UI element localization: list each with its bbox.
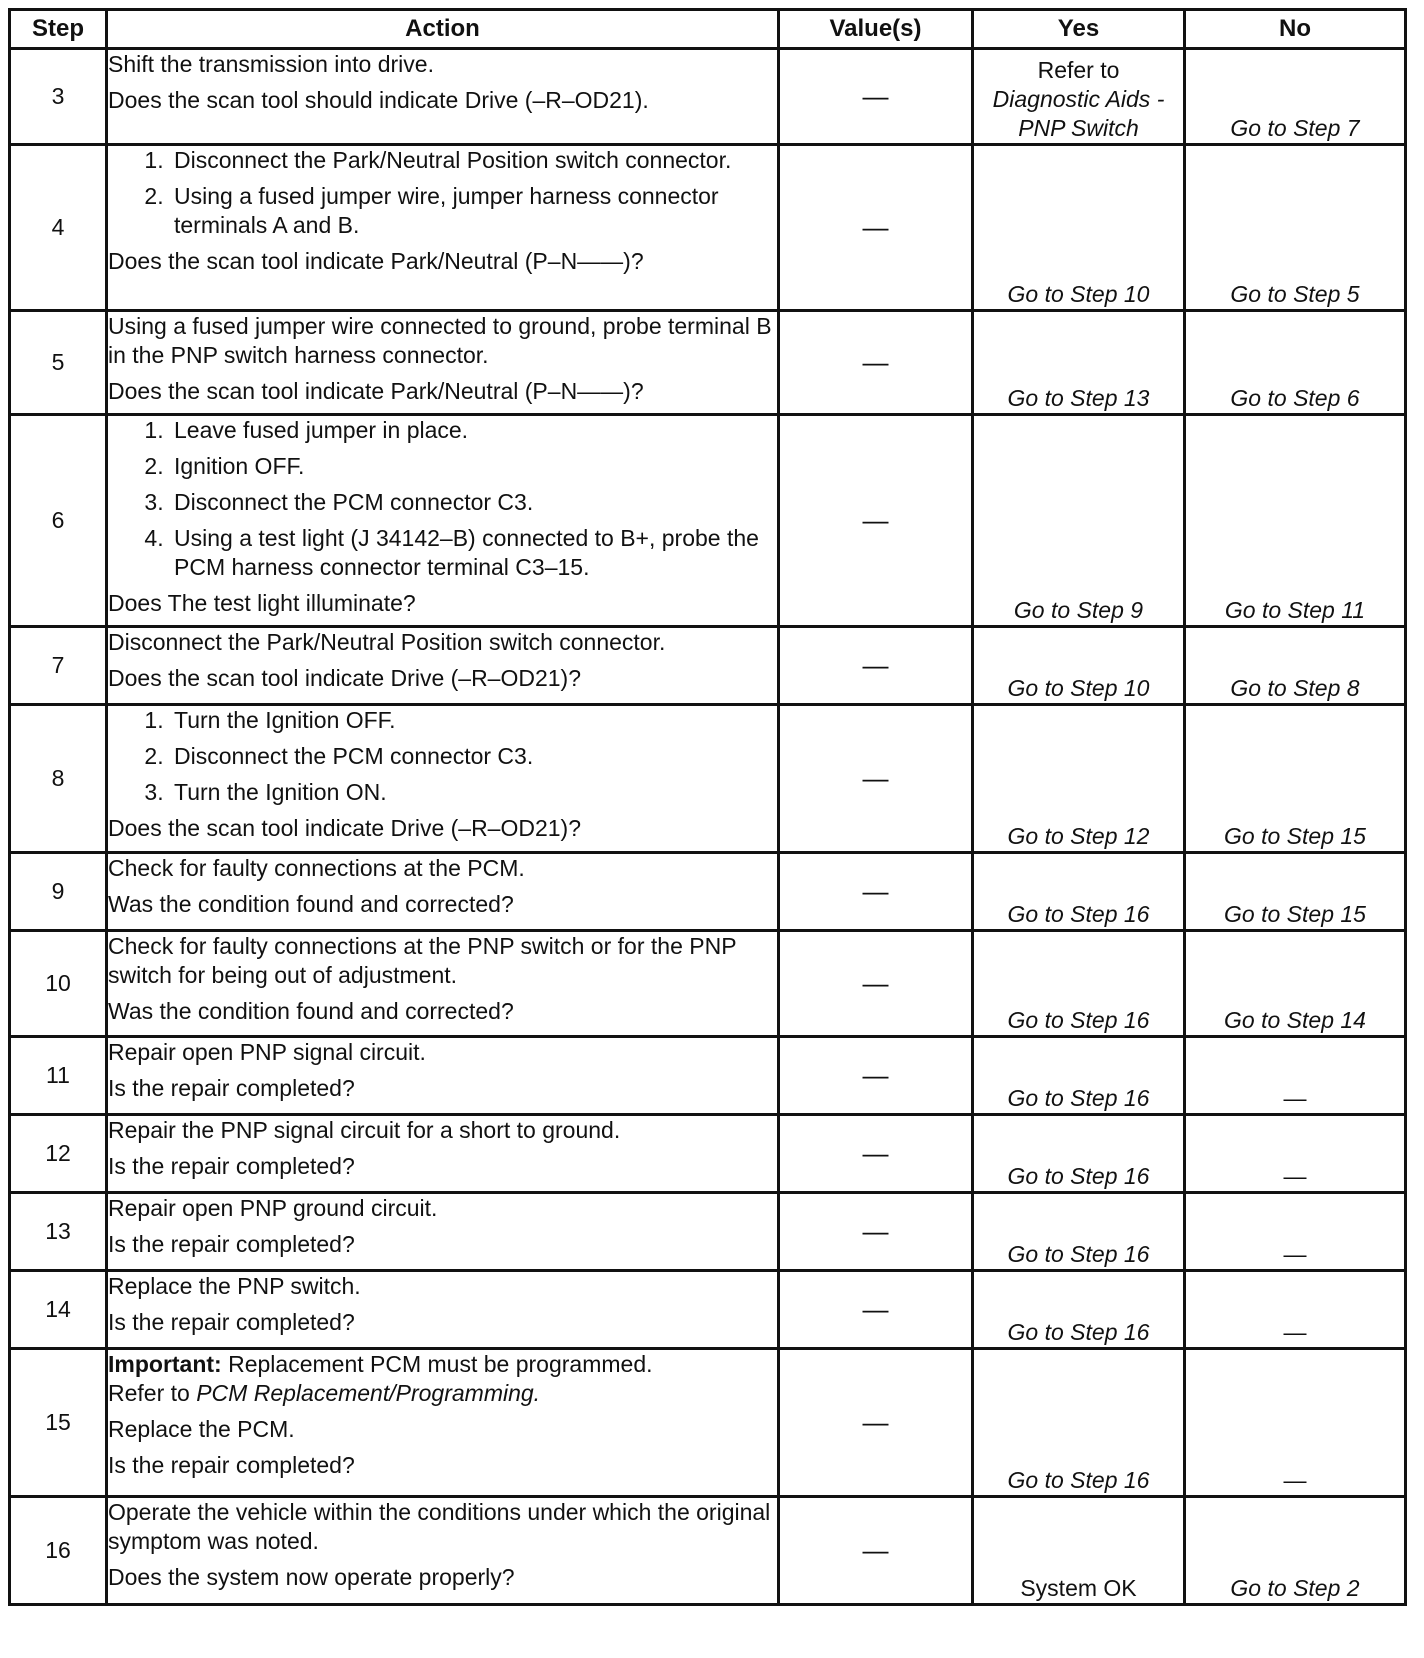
action-question: Does the system now operate properly? [108,1564,515,1590]
action-text: Replace the PCM. [108,1416,295,1442]
step-number: 9 [10,853,107,931]
header-row [10,10,1406,49]
table-row [10,705,1406,853]
no-cell: Go to Step 15 [1185,705,1406,853]
table-row [10,853,1406,931]
action-question: Was the condition found and corrected? [108,891,514,917]
table-row [10,145,1406,311]
no-cell: Go to Step 11 [1185,415,1406,627]
step-number: 11 [10,1037,107,1115]
value-cell: — [779,311,973,415]
action-cell [107,1349,779,1497]
no-cell: — [1185,1115,1406,1193]
no-cell: Go to Step 6 [1185,311,1406,415]
action-question: Is the repair completed? [108,1452,355,1478]
table-row [10,1349,1406,1497]
value-cell: — [779,1349,973,1497]
action-list [108,706,777,807]
header-action: Action [107,10,779,49]
yes-cell: Go to Step 16 [973,931,1185,1037]
header-no: No [1185,10,1406,49]
action-text: Repair open PNP signal circuit. [108,1039,426,1065]
step-number: 14 [10,1271,107,1349]
no-cell: Go to Step 5 [1185,145,1406,311]
step-number: 16 [10,1497,107,1605]
action-text: Check for faulty connections at the PCM. [108,855,525,881]
action-text: Replace the PNP switch. [108,1273,361,1299]
yes-cell: Go to Step 16 [973,853,1185,931]
action-cell [107,311,779,415]
yes-cell: Go to Step 10 [973,627,1185,705]
value-cell: — [779,931,973,1037]
action-question: Is the repair completed? [108,1075,355,1101]
action-cell [107,145,779,311]
value-cell: — [779,1497,973,1605]
value-cell: — [779,1271,973,1349]
yes-cell: Go to Step 12 [973,705,1185,853]
action-list-item: 2. Using a fused jumper wire, jumper harness connector terminals A and B. [170,182,777,240]
action-text: Shift the transmission into drive. [108,51,434,77]
action-cell [107,1037,779,1115]
table-row [10,931,1406,1037]
step-number: 8 [10,705,107,853]
action-cell [107,1193,779,1271]
yes-refer-prefix: Refer to [1037,57,1120,83]
no-cell: Go to Step 7 [1185,49,1406,145]
important-note [108,1350,777,1408]
action-text: Operate the vehicle within the conditions under which the original symptom was noted. [108,1499,771,1554]
action-question: Does the scan tool indicate Park/Neutral (P–N——)? [108,248,644,274]
step-number: 4 [10,145,107,311]
yes-cell: Go to Step 16 [973,1349,1185,1497]
action-cell [107,49,779,145]
action-cell [107,1497,779,1605]
no-cell: Go to Step 14 [1185,931,1406,1037]
action-cell [107,705,779,853]
step-number: 5 [10,311,107,415]
table-row [10,1497,1406,1605]
yes-cell: Go to Step 16 [973,1037,1185,1115]
action-question: Does the scan tool should indicate Drive (–R–OD21). [108,87,649,113]
header-yes: Yes [973,10,1185,49]
action-question: Is the repair completed? [108,1231,355,1257]
no-cell: — [1185,1037,1406,1115]
value-cell: — [779,853,973,931]
step-number: 6 [10,415,107,627]
action-question: Is the repair completed? [108,1309,355,1335]
header-values: Value(s) [779,10,973,49]
value-cell: — [779,627,973,705]
yes-cell: Go to Step 9 [973,415,1185,627]
action-text: Repair open PNP ground circuit. [108,1195,438,1221]
step-number: 13 [10,1193,107,1271]
no-cell: — [1185,1271,1406,1349]
value-cell: — [779,1193,973,1271]
action-list-item: 4. Using a test light (J 34142–B) connected to B+, probe the PCM harness connector terminal C3–15. [170,524,777,582]
value-cell: — [779,415,973,627]
table-row [10,627,1406,705]
action-cell [107,853,779,931]
no-cell: — [1185,1193,1406,1271]
action-list-item: 2. Disconnect the PCM connector C3. [170,742,777,771]
table-row [10,311,1406,415]
action-question: Does The test light illuminate? [108,590,416,616]
action-question: Was the condition found and corrected? [108,998,514,1024]
table-row [10,1271,1406,1349]
action-list-item: 3. Turn the Ignition ON. [170,778,777,807]
action-question: Does the scan tool indicate Park/Neutral (P–N——)? [108,378,644,404]
important-text: Replacement PCM must be programmed. [228,1351,653,1377]
header-step: Step [10,10,107,49]
no-cell: Go to Step 8 [1185,627,1406,705]
step-number: 12 [10,1115,107,1193]
yes-cell: Go to Step 16 [973,1271,1185,1349]
table-row [10,1193,1406,1271]
no-cell: Go to Step 2 [1185,1497,1406,1605]
action-list-item: 1. Turn the Ignition OFF. [170,706,777,735]
value-cell: — [779,49,973,145]
yes-refer-link-line1: Diagnostic Aids - [992,86,1165,112]
yes-cell [973,49,1185,145]
action-cell [107,931,779,1037]
value-cell: — [779,1037,973,1115]
yes-cell: System OK [973,1497,1185,1605]
action-list-item: 1. Disconnect the Park/Neutral Position switch connector. [170,146,777,175]
diagnostic-table [8,8,1407,1606]
action-cell [107,415,779,627]
action-text: Repair the PNP signal circuit for a short to ground. [108,1117,621,1143]
table-row [10,49,1406,145]
action-question: Does the scan tool indicate Drive (–R–OD21)? [108,665,582,691]
no-cell: Go to Step 15 [1185,853,1406,931]
action-text: Check for faulty connections at the PNP switch or for the PNP switch for being out of adjustment. [108,933,737,988]
table-row [10,1115,1406,1193]
action-list [108,416,777,582]
action-question: Does the scan tool indicate Drive (–R–OD21)? [108,815,582,841]
action-list-item: 1. Leave fused jumper in place. [170,416,777,445]
action-cell [107,627,779,705]
action-cell [107,1271,779,1349]
action-text: Using a fused jumper wire connected to ground, probe terminal B in the PNP switch harness connector. [108,313,772,368]
action-list-item: 3. Disconnect the PCM connector C3. [170,488,777,517]
step-number: 3 [10,49,107,145]
no-cell: — [1185,1349,1406,1497]
step-number: 10 [10,931,107,1037]
action-cell [107,1115,779,1193]
yes-cell: Go to Step 16 [973,1193,1185,1271]
refer-prefix: Refer to [108,1380,190,1406]
value-cell: — [779,1115,973,1193]
yes-cell: Go to Step 16 [973,1115,1185,1193]
yes-cell: Go to Step 13 [973,311,1185,415]
yes-refer-link-line2: PNP Switch [1018,115,1139,141]
table-row [10,1037,1406,1115]
refer-link: PCM Replacement/Programming. [196,1380,541,1406]
yes-cell: Go to Step 10 [973,145,1185,311]
action-question: Is the repair completed? [108,1153,355,1179]
value-cell: — [779,705,973,853]
step-number: 7 [10,627,107,705]
table-row [10,415,1406,627]
action-list [108,146,777,240]
value-cell: — [779,145,973,311]
important-label: Important: [108,1351,222,1377]
step-number: 15 [10,1349,107,1497]
action-text: Disconnect the Park/Neutral Position switch connector. [108,629,666,655]
action-list-item: 2. Ignition OFF. [170,452,777,481]
